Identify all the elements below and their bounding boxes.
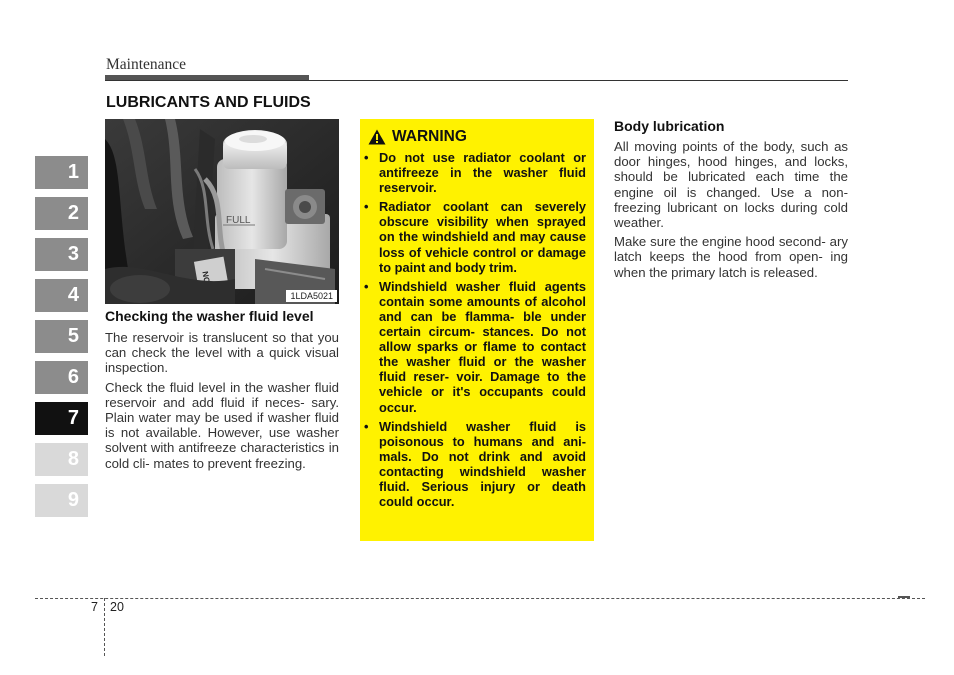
reservoir-full-mark: FULL [226, 215, 251, 226]
body-lubrication-paragraph-1: All moving points of the body, such as door hinges, hood hinges, and locks, should be lubricated each time the engine oil is changed. Use a non- freezing lubricant on locks during cold weather. [614, 139, 848, 231]
chapter-tab-label: 2 [67, 202, 79, 224]
warning-item-text: Radiator coolant can severely obscure visibility when sprayed on the windshield and may cause loss of vehicle control or damage to paint and body trim. [379, 199, 586, 275]
footer-rule-accent [898, 596, 910, 598]
chapter-tab-6[interactable] [35, 361, 88, 394]
chapter-tab-9[interactable] [35, 484, 88, 517]
warning-triangle-icon [368, 129, 386, 145]
warning-header [368, 128, 467, 146]
warning-item-text: Windshield washer fluid agents contain some amounts of alcohol and can be flamma- ble under certain circum- stances. Do not allow sparks or flame to contact the washer fluid or the washer fluid reser- voir. Damage to the vehicle or it's occupants could occur. [379, 278, 586, 415]
warning-item-text: Do not use radiator coolant or antifreeze in the washer fluid reservoir. [379, 150, 586, 196]
chapter-tab-1[interactable] [35, 156, 88, 189]
warning-title: WARNING [392, 128, 467, 145]
chapter-tab-label: 6 [67, 366, 79, 388]
chapter-tab-7[interactable] [35, 402, 88, 435]
warning-item [364, 199, 586, 274]
warning-item [364, 419, 586, 510]
chapter-tab-label: 1 [67, 161, 79, 183]
section-label: Maintenance [106, 56, 187, 73]
page-title: LUBRICANTS AND FLUIDS [106, 94, 311, 111]
chapter-tab-label: 4 [67, 284, 79, 306]
bullet-icon: • [364, 150, 369, 165]
chapter-tab-label: 7 [67, 407, 79, 429]
bullet-icon: • [364, 199, 369, 215]
engine-bay-illustration [105, 119, 339, 304]
photo-code: 1LDA5021 [286, 290, 337, 302]
body-lubrication-section [614, 118, 848, 280]
warning-item-text: Windshield washer fluid is poisonous to humans and ani- mals. Do not drink and avoid contacting windshield washer fluid. Serious injury or death could occur. [379, 418, 586, 510]
footer-divider [104, 598, 105, 656]
footer-chapter-number: 7 [91, 600, 98, 614]
chapter-tab-label: 3 [67, 243, 79, 265]
chapter-tab-2[interactable] [35, 197, 88, 230]
chapter-tab-4[interactable] [35, 279, 88, 312]
washer-fluid-heading: Checking the washer fluid level [105, 308, 314, 324]
chapter-tab-3[interactable] [35, 238, 88, 271]
header-rule [105, 80, 848, 81]
chapter-tab-label: 8 [67, 448, 79, 470]
footer-rule [35, 598, 925, 599]
chapter-tab-5[interactable] [35, 320, 88, 353]
washer-paragraph-1: The reservoir is translucent so that you can check the level with a quick visual inspection. [105, 330, 339, 376]
warning-list [364, 150, 586, 513]
no-label-text: NO [200, 270, 212, 284]
warning-item [364, 279, 586, 415]
page-number: 20 [110, 600, 124, 614]
body-lubrication-paragraph-2: Make sure the engine hood second- ary latch keeps the hood from open- ing when the primary latch is released. [614, 234, 848, 280]
washer-fluid-section [105, 308, 339, 471]
warning-item [364, 150, 586, 195]
chapter-tab-8[interactable] [35, 443, 88, 476]
washer-reservoir-photo [105, 119, 339, 304]
bullet-icon: • [364, 278, 369, 294]
chapter-tab-label: 5 [67, 325, 79, 347]
washer-paragraph-2: Check the fluid level in the washer fluid reservoir and add fluid if neces- sary. Plain water may be used if washer fluid is not available. However, use washer solvent with antifreeze characteristics in cold cli- mates to prevent freezing. [105, 379, 339, 471]
chapter-tab-label: 9 [67, 489, 79, 511]
body-lubrication-heading: Body lubrication [614, 118, 725, 134]
bullet-icon: • [364, 418, 369, 434]
